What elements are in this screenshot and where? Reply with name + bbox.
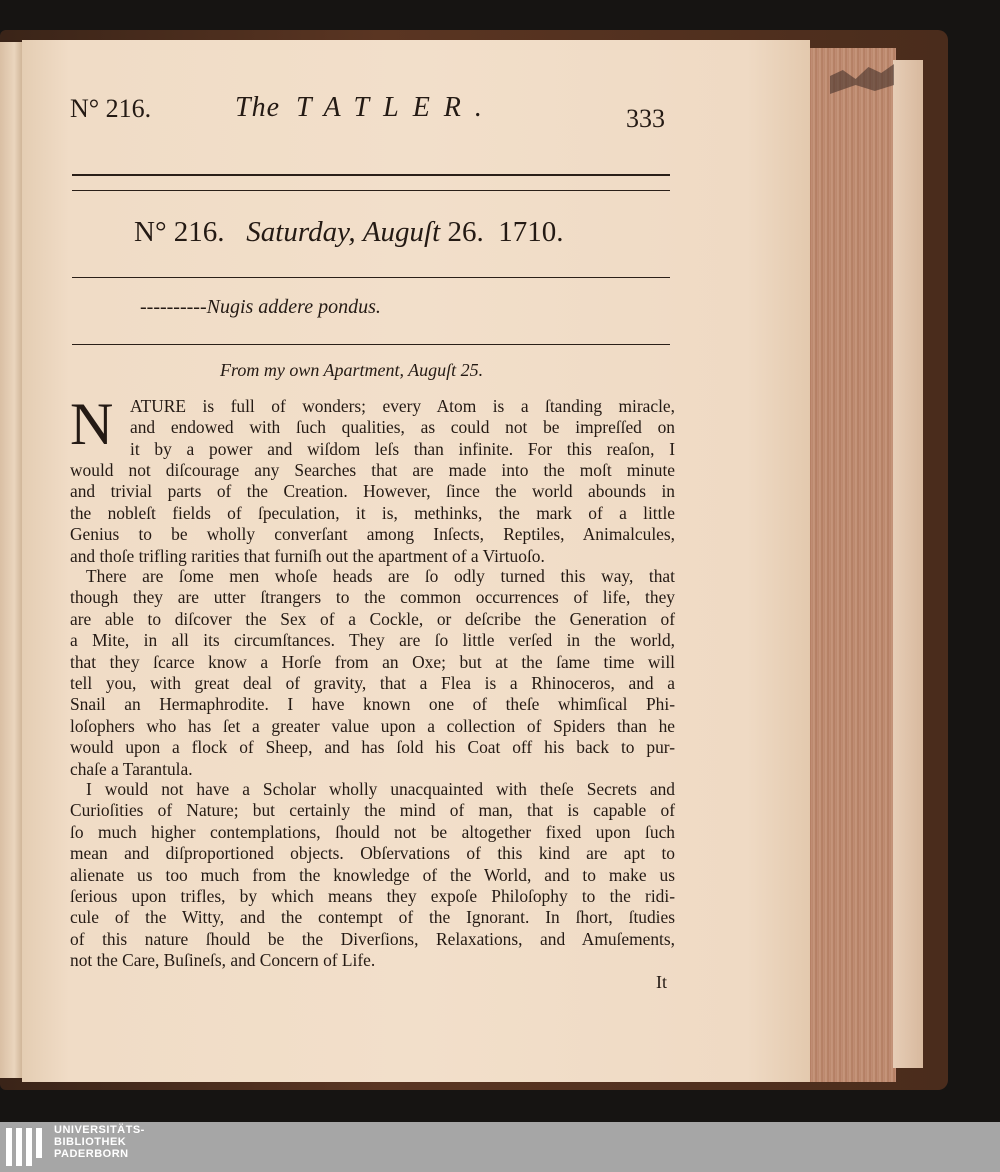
library-name-line2: BIBLIOTHEK bbox=[54, 1136, 127, 1148]
issue-number: N° 216. bbox=[134, 216, 225, 248]
issue-heading bbox=[134, 216, 563, 249]
text-line: that they ſcarce know a Horſe from an Oxe; but at the ſame time will bbox=[70, 651, 675, 672]
text-line: ATURE is full of wonders; every Atom is a ſtanding miracle, bbox=[130, 396, 675, 416]
text-line: would not diſcourage any Searches that are made into the moſt minute bbox=[70, 460, 675, 480]
text-line: loſophers who has ſet a greater value upon a collection of Spiders than he bbox=[70, 715, 675, 736]
text-line: tell you, with great deal of gravity, that a Flea is a Rhinoceros, and a bbox=[70, 672, 675, 693]
text-line: mean and diſproportioned objects. Obſervations of this kind are apt to bbox=[70, 843, 675, 864]
paragraph-2 bbox=[70, 566, 675, 780]
text-line: Curioſities of Nature; but certainly the mind of man, that is capable of bbox=[70, 800, 675, 821]
paragraph-1-head bbox=[130, 396, 675, 460]
text-line: it by a power and wiſdom leſs than infinite. For this reaſon, I bbox=[130, 438, 675, 459]
dateline: From my own Apartment, Auguſt 25. bbox=[220, 360, 484, 380]
page-number: 333 bbox=[626, 104, 665, 133]
catchword: It bbox=[656, 972, 667, 992]
running-head-title bbox=[235, 92, 496, 124]
title-caps: TATLER. bbox=[296, 92, 496, 123]
issue-day: Saturday, bbox=[246, 216, 356, 248]
text-line: and thoſe trifling rarities that furniſh out the apartment of a Virtuoſo. bbox=[70, 545, 545, 566]
issue-month: Auguſt bbox=[362, 216, 441, 248]
text-line: though they are utter ſtrangers to the common occurrences of life, they bbox=[70, 587, 675, 608]
text-line: cule of the Witty, and the contempt of the Ignorant. In ſhort, ſtudies bbox=[70, 907, 675, 928]
left-page-edge bbox=[0, 42, 24, 1078]
drop-cap: N bbox=[70, 391, 114, 457]
rule-under-heading bbox=[72, 277, 670, 278]
title-prefix: The bbox=[235, 92, 280, 123]
paragraph-1-tail bbox=[70, 460, 675, 567]
issue-date: 26. bbox=[447, 216, 484, 248]
text-line: alienate us too much from the knowledge of the World, and to make us bbox=[70, 864, 675, 885]
text-line: of this nature ſhould be the Diverſions, Relaxations, and Amuſements, bbox=[70, 928, 675, 949]
text-line: chaſe a Tarantula. bbox=[70, 758, 193, 779]
motto: ----------Nugis addere pondus. bbox=[140, 296, 381, 318]
text-line: ſo much higher contemplations, ſhould not be altogether fixed upon ſuch bbox=[70, 821, 675, 842]
text-line: Snail an Hermaphrodite. I have known one of theſe whimſical Phi- bbox=[70, 694, 675, 715]
library-footer bbox=[0, 1122, 1000, 1172]
text-line: a Mite, in all its circumſtances. They are ſo little verſed in the world, bbox=[70, 630, 675, 651]
issue-year: 1710. bbox=[498, 216, 564, 248]
rule-under-motto bbox=[72, 344, 670, 345]
text-line: not the Care, Buſineſs, and Concern of Life. bbox=[70, 950, 376, 971]
rule-double-top bbox=[72, 174, 670, 176]
text-line: are able to diſcover the Sex of a Cockle, or deſcribe the Generation of bbox=[70, 608, 675, 629]
library-name-line3: PADERBORN bbox=[54, 1148, 129, 1160]
text-line: would upon a flock of Sheep, and has ſold his Coat off his back to pur- bbox=[70, 737, 675, 758]
text-line: the nobleſt fields of ſpeculation, it is, methinks, the mark of a little bbox=[70, 502, 675, 523]
text-line: I would not have a Scholar wholly unacquainted with theſe Secrets and bbox=[86, 779, 675, 799]
page-edge-inner bbox=[893, 60, 923, 1068]
text-line: and endowed with ſuch qualities, as could not be impreſſed on bbox=[130, 417, 675, 438]
library-logo-icon bbox=[6, 1128, 46, 1166]
rule-double-bottom bbox=[72, 190, 670, 191]
text-line: There are ſome men whoſe heads are ſo odly turned this way, that bbox=[86, 566, 675, 586]
page-edges bbox=[800, 48, 896, 1082]
text-line: and trivial parts of the Creation. However, ſince the world abounds in bbox=[70, 481, 675, 502]
text-line: ſerious upon trifles, by which means they expoſe Philoſophy to the ridi- bbox=[70, 885, 675, 906]
library-name-line1: UNIVERSITÄTS- bbox=[54, 1124, 145, 1136]
text-line: Genius to be wholly converſant among Inſects, Reptiles, Animalcules, bbox=[70, 524, 675, 545]
running-head-number: N° 216. bbox=[70, 94, 152, 123]
paragraph-3 bbox=[70, 779, 675, 972]
